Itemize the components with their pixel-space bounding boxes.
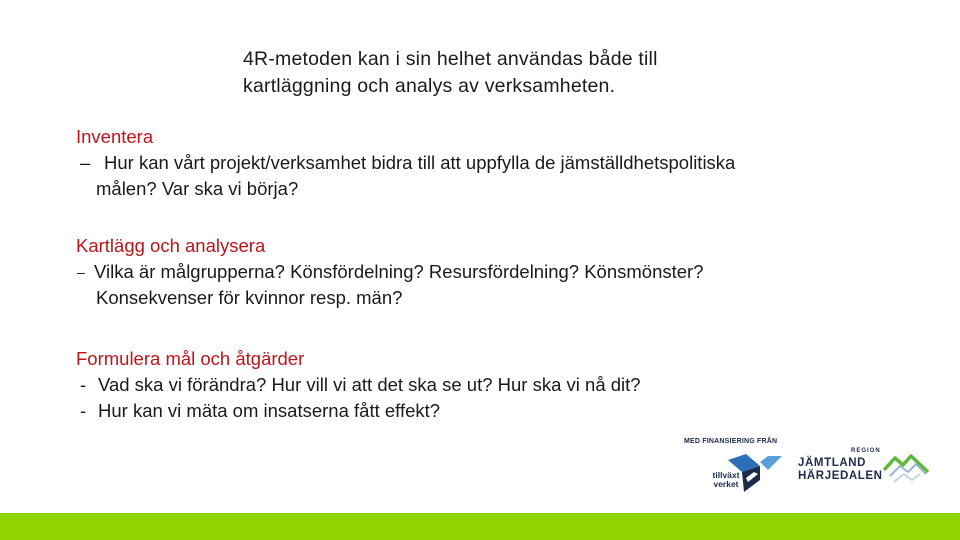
region-jamtland-harjedalen-logo — [796, 448, 934, 494]
dash-marker: – — [77, 264, 85, 280]
item-text-line-2: Konsekvenser för kvinnor resp. män? — [96, 287, 403, 308]
section-kartlagg — [76, 233, 704, 311]
item-text-line-1: Hur kan vårt projekt/verksamhet bidra till att uppfylla de jämställdhetspolitiska — [104, 152, 736, 173]
list-item — [76, 372, 641, 398]
tillvaxt-wordmark — [706, 471, 746, 489]
dash-marker: – — [80, 152, 91, 173]
mountain-mark-icon — [882, 452, 930, 492]
item-text-line-2: målen? Var ska vi börja? — [96, 178, 299, 199]
financing-caption: MED FINANSIERING FRÅN — [684, 438, 778, 445]
intro-text — [243, 46, 843, 100]
section-formulera — [76, 346, 641, 424]
hyphen-marker: - — [80, 400, 87, 421]
section-inventera — [76, 124, 735, 202]
intro-line-2: kartläggning och analys av verksamheten. — [243, 75, 616, 97]
bottom-accent-bar — [0, 513, 960, 540]
item-text: Hur kan vi mäta om insatserna fått effekt? — [98, 400, 441, 421]
list-item — [76, 150, 735, 176]
item-text: Vad ska vi förändra? Hur vill vi att det ska se ut? Hur ska vi nå dit? — [98, 374, 641, 395]
list-item — [76, 259, 704, 285]
section-heading: Formulera mål och åtgärder — [76, 348, 305, 369]
hyphen-marker: - — [80, 374, 87, 395]
tillvaxt-name-line-1: tillväxt — [712, 470, 740, 480]
tillvaxtverket-logo — [684, 438, 786, 494]
list-item — [76, 398, 641, 424]
item-text-line-1: Vilka är målgrupperna? Könsfördelning? Resursfördelning? Könsmönster? — [94, 261, 704, 282]
section-heading: Kartlägg och analysera — [76, 235, 266, 256]
region-label: REGION — [851, 448, 881, 454]
section-heading: Inventera — [76, 126, 154, 147]
region-name-line-1: JÄMTLAND — [798, 457, 867, 469]
region-name-line-2: HÄRJEDALEN — [798, 470, 883, 482]
tillvaxt-name-line-2: verket — [713, 479, 739, 489]
intro-line-1: 4R-metoden kan i sin helhet användas både till — [243, 48, 658, 70]
